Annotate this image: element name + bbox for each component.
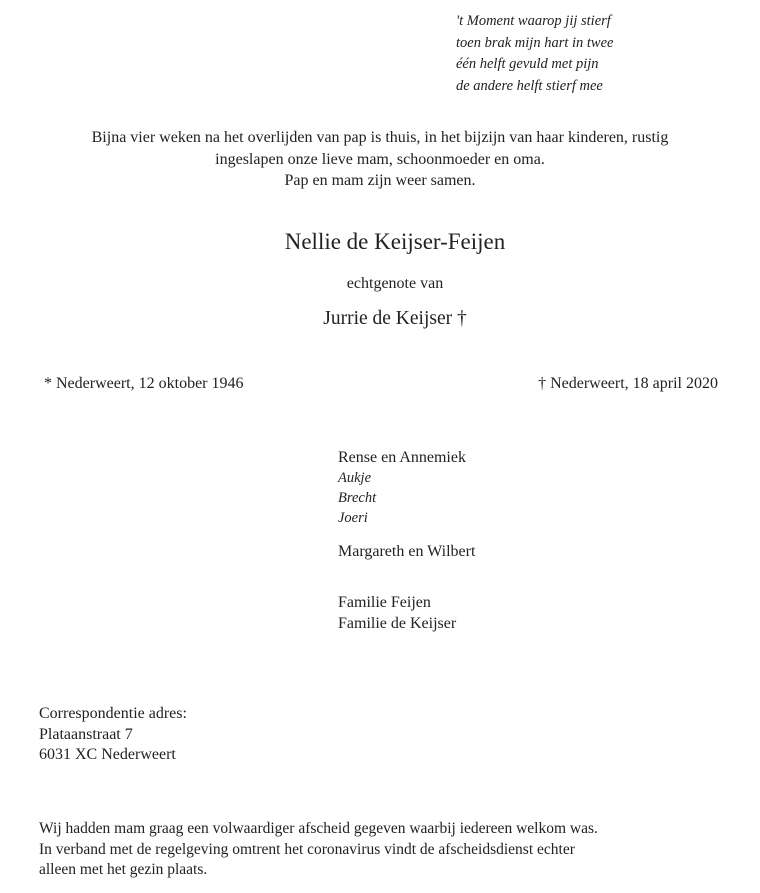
poem [456,11,746,97]
poem-line: 't Moment waarop jij stierf [456,13,611,29]
grandchild-name: Brecht [338,490,377,506]
death-date: † Nederweert, 18 april 2020 [538,375,718,392]
relation-label: echtgenote van [346,275,444,292]
closing-line: Wij hadden mam graag een volwaardiger afscheid gegeven waarbij iedereen welkom was. [39,820,598,837]
family-group-name: Margareth en Wilbert [338,543,476,560]
extended-family-name: Familie de Keijser [338,615,457,632]
closing-line: In verband met de regelgeving omtrent het coronavirus vindt de afscheidsdienst echter [39,840,575,858]
poem-line: toen brak mijn hart in twee [456,34,614,51]
poem-line: één helft gevuld met pijn [456,56,599,72]
announcement-line: Pap en mam zijn weer samen. [284,172,476,189]
announcement-line: ingeslapen onze lieve mam, schoonmoeder en oma. [215,150,545,168]
closing-note [39,819,598,881]
family-group [338,541,638,562]
address-street: Plataanstraat 7 [39,725,133,743]
address-label: Correspondentie adres: [39,705,187,722]
grandchild-name: Aukje [338,470,372,486]
closing-line: alleen met het gezin plaats. [39,861,208,878]
grandchild-name: Joeri [338,510,368,526]
family-group [338,447,638,528]
extended-family [338,592,638,634]
spouse-name: Jurrie de Keijser † [323,308,467,329]
extended-family-name: Familie Feijen [338,594,431,611]
family-list [338,447,638,634]
deceased-name: Nellie de Keijser-Feijen [284,229,506,254]
poem-line: de andere helft stierf mee [456,77,603,94]
announcement-line: Bijna vier weken na het overlijden van pap is thuis, in het bijzijn van haar kinderen, rustig [91,129,669,146]
family-group-name: Rense en Annemiek [338,449,466,466]
address-city: 6031 XC Nederweert [39,746,176,763]
birth-date: * Nederweert, 12 oktober 1946 [44,375,244,392]
correspondence-address [39,704,187,766]
announcement-text [0,127,760,192]
